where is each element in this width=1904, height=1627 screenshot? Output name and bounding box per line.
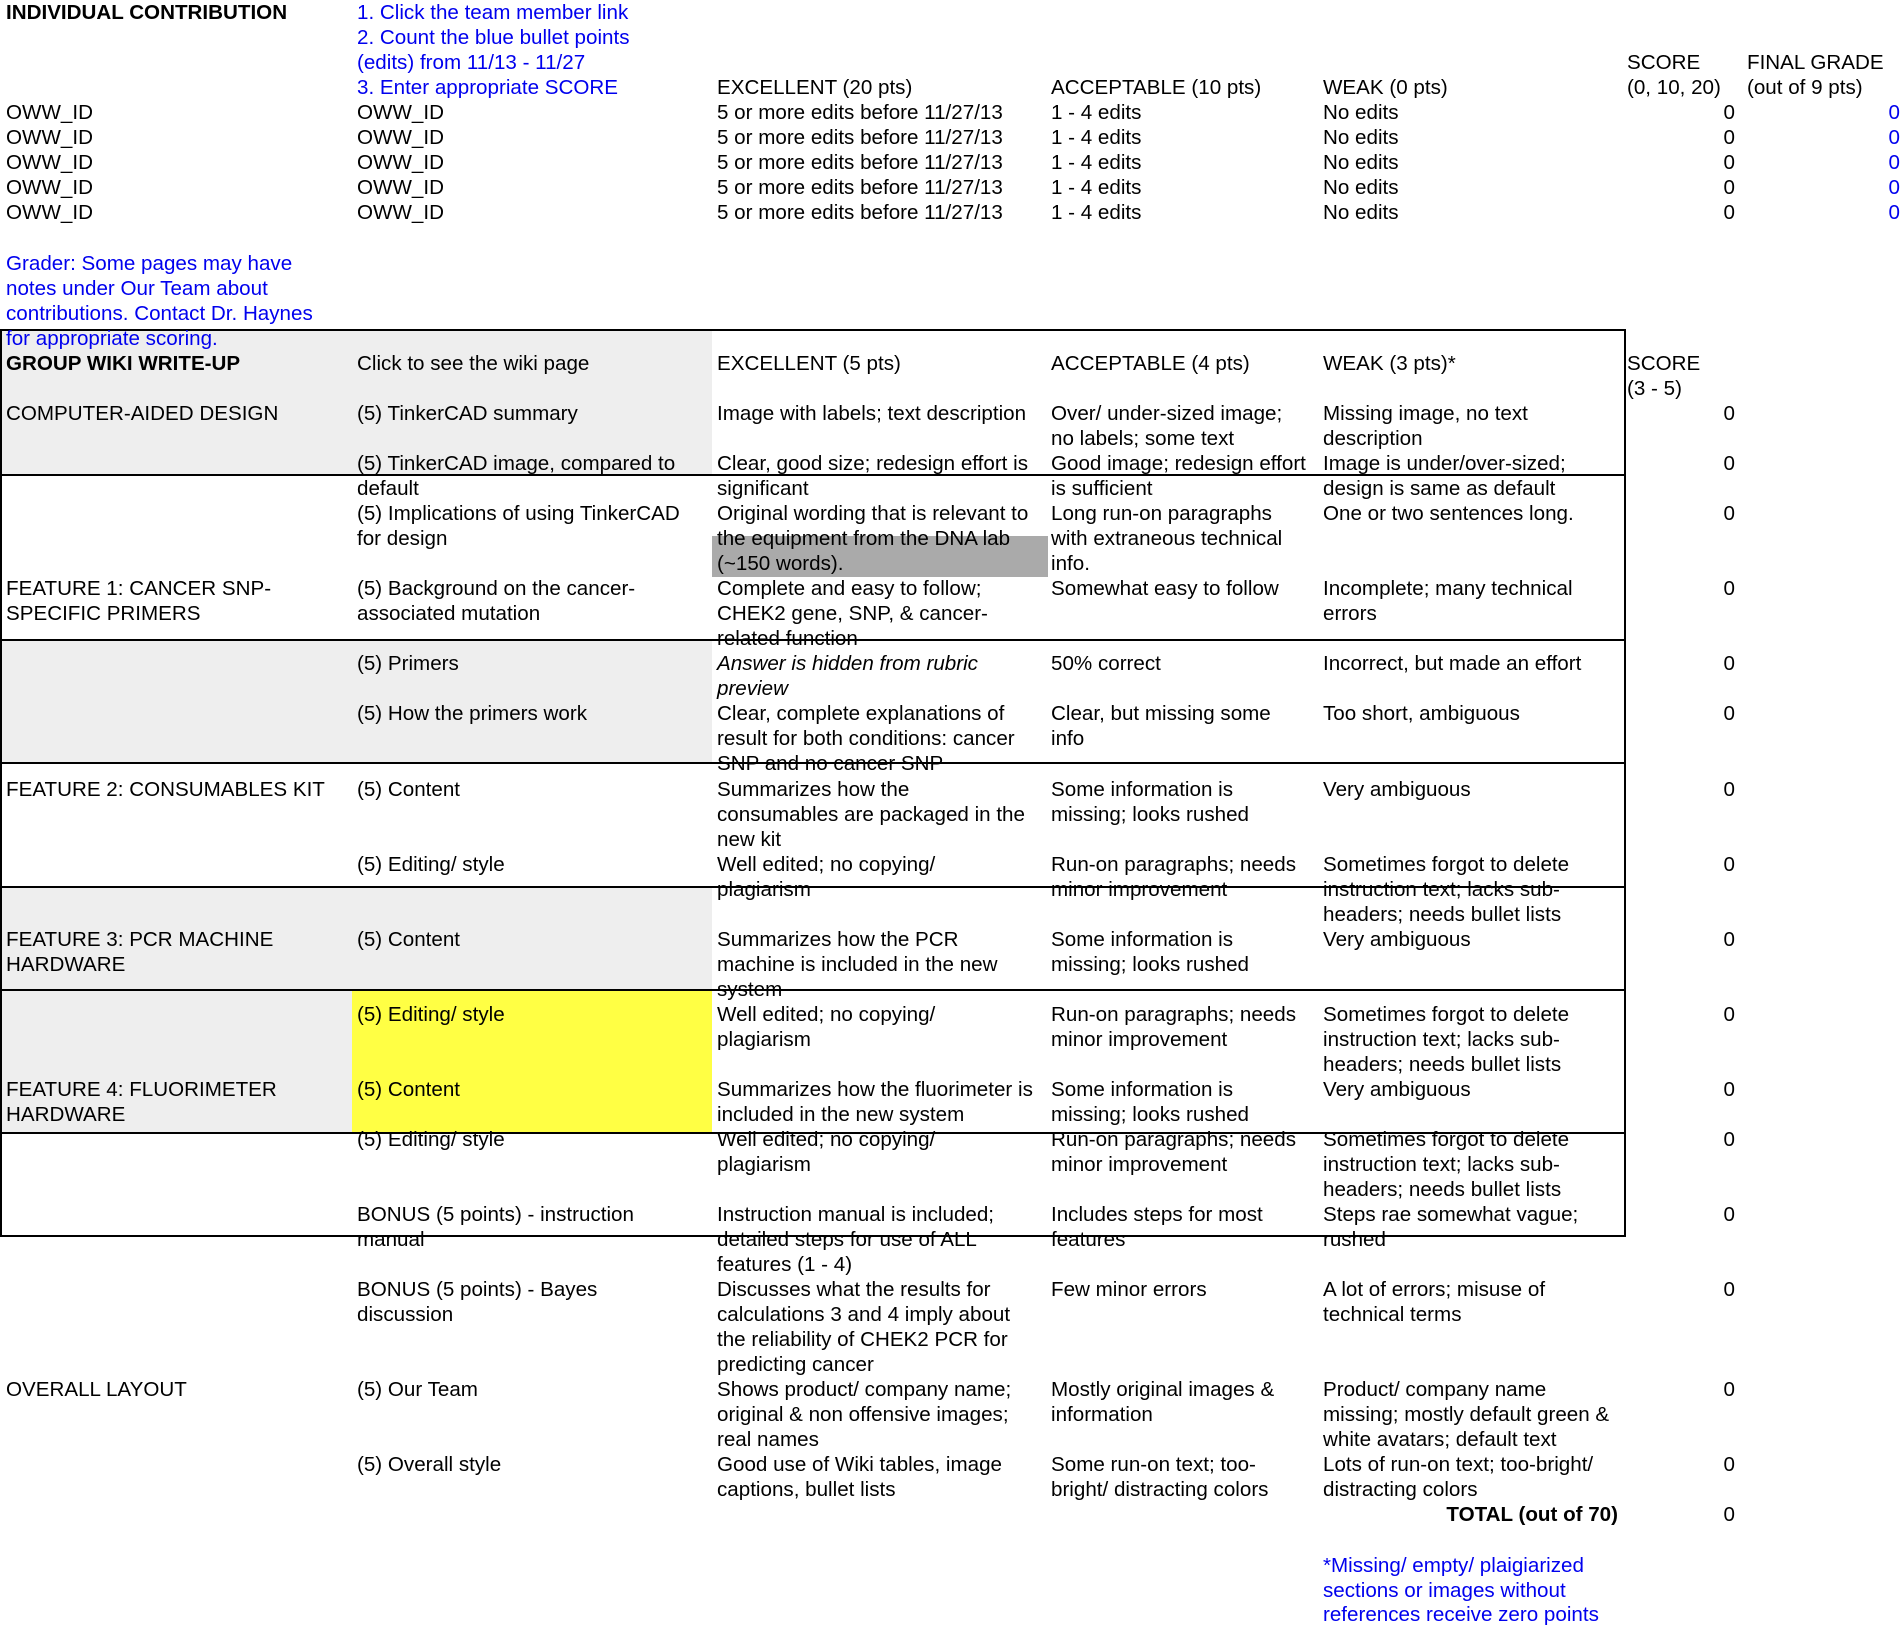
acceptable-text: Somewhat easy to follow xyxy=(1051,577,1279,600)
excellent-text: Complete and easy to follow; xyxy=(717,577,982,600)
excellent-text: Shows product/ company name; xyxy=(717,1378,1012,1401)
criterion-text[interactable]: (5) Implications of using TinkerCAD xyxy=(357,502,680,525)
score-cell[interactable]: 0 xyxy=(1723,853,1735,876)
group-header-acceptable: ACCEPTABLE (4 pts) xyxy=(1051,352,1250,375)
excellent-text: CHEK2 gene, SNP, & cancer- xyxy=(717,602,988,625)
acceptable-text: Few minor errors xyxy=(1051,1278,1207,1301)
score-cell[interactable]: 0 xyxy=(1723,402,1735,425)
excellent-text: captions, bullet lists xyxy=(717,1478,896,1501)
final-grade-cell: 0 xyxy=(1888,126,1900,149)
excellent-text: plagiarism xyxy=(717,1028,811,1051)
acceptable-text: Over/ under-sized image; xyxy=(1051,402,1283,425)
score-cell[interactable]: 0 xyxy=(1723,778,1735,801)
section-label-feature3: FEATURE 3: PCR MACHINE xyxy=(6,928,274,951)
criterion-text[interactable]: (5) Overall style xyxy=(357,1453,502,1476)
excellent-text: plagiarism xyxy=(717,878,811,901)
excellent-text: Clear, complete explanations of xyxy=(717,702,1005,725)
weak-text: Very ambiguous xyxy=(1323,1078,1471,1101)
acceptable-text: minor improvement xyxy=(1051,1153,1228,1176)
section-label-feature4: HARDWARE xyxy=(6,1103,126,1126)
weak-text: Too short, ambiguous xyxy=(1323,702,1520,725)
criterion-text[interactable]: (5) Background on the cancer- xyxy=(357,577,636,600)
weak-text: Steps rae somewhat vague; xyxy=(1323,1203,1579,1226)
score-cell[interactable]: 0 xyxy=(1723,1203,1735,1226)
weak-text: missing; mostly default green & xyxy=(1323,1403,1610,1426)
acceptable-text: bright/ distracting colors xyxy=(1051,1478,1269,1501)
header-score-range: (0, 10, 20) xyxy=(1627,76,1721,99)
instruction-line: 1. Click the team member link xyxy=(357,1,629,24)
score-cell[interactable]: 0 xyxy=(1723,176,1735,199)
weak-text: Product/ company name xyxy=(1323,1378,1547,1401)
acceptable-text: no labels; some text xyxy=(1051,427,1235,450)
weak-text: distracting colors xyxy=(1323,1478,1478,1501)
acceptable-text: missing; looks rushed xyxy=(1051,803,1250,826)
weak-text: errors xyxy=(1323,602,1377,625)
header-score: SCORE xyxy=(1627,51,1701,74)
criterion-text[interactable]: (5) TinkerCAD summary xyxy=(357,402,578,425)
weak-text: Very ambiguous xyxy=(1323,778,1471,801)
excellent-text: predicting cancer xyxy=(717,1353,874,1376)
excellent-text: features (1 - 4) xyxy=(717,1253,853,1276)
grader-note-line: Grader: Some pages may have xyxy=(6,252,293,275)
excellent-text: system xyxy=(717,978,783,1001)
section-label-feature3: HARDWARE xyxy=(6,953,126,976)
excellent-text: Discusses what the results for xyxy=(717,1278,991,1301)
criterion-text[interactable]: (5) Our Team xyxy=(357,1378,478,1401)
excellent-text: 5 or more edits before 11/27/13 xyxy=(717,101,1003,124)
criterion-text[interactable]: manual xyxy=(357,1228,425,1251)
final-grade-cell: 0 xyxy=(1888,101,1900,124)
header-final-grade-range: (out of 9 pts) xyxy=(1747,76,1863,99)
member-link[interactable]: OWW_ID xyxy=(357,101,444,124)
header-excellent: EXCELLENT (20 pts) xyxy=(717,76,913,99)
acceptable-text: Run-on paragraphs; needs xyxy=(1051,853,1297,876)
excellent-text: 5 or more edits before 11/27/13 xyxy=(717,151,1003,174)
excellent-text: Well edited; no copying/ xyxy=(717,853,936,876)
score-cell[interactable]: 0 xyxy=(1723,577,1735,600)
weak-text: headers; needs bullet lists xyxy=(1323,1178,1562,1201)
weak-text: design is same as default xyxy=(1323,477,1556,500)
excellent-text: Summarizes how the fluorimeter is xyxy=(717,1078,1033,1101)
weak-text: Incorrect, but made an effort xyxy=(1323,652,1582,675)
acceptable-text: Mostly original images & xyxy=(1051,1378,1275,1401)
acceptable-text: missing; looks rushed xyxy=(1051,1103,1250,1126)
weak-text: Sometimes forgot to delete xyxy=(1323,853,1570,876)
excellent-text: plagiarism xyxy=(717,1153,811,1176)
criterion-text[interactable]: for design xyxy=(357,527,448,550)
weak-text: Lots of run-on text; too-bright/ xyxy=(1323,1453,1594,1476)
criterion-text[interactable]: (5) Content xyxy=(357,778,461,801)
member-link[interactable]: OWW_ID xyxy=(357,201,444,224)
score-cell[interactable]: 0 xyxy=(1723,452,1735,475)
weak-text: instruction text; lacks sub- xyxy=(1323,878,1560,901)
weak-text: instruction text; lacks sub- xyxy=(1323,1153,1560,1176)
score-cell[interactable]: 0 xyxy=(1723,126,1735,149)
acceptable-text: is sufficient xyxy=(1051,477,1153,500)
weak-text: description xyxy=(1323,427,1423,450)
section-label-feature1: FEATURE 1: CANCER SNP- xyxy=(6,577,272,600)
criterion-text[interactable]: discussion xyxy=(357,1303,454,1326)
acceptable-text: Clear, but missing some xyxy=(1051,702,1271,725)
excellent-text: Image with labels; text description xyxy=(717,402,1027,425)
score-cell[interactable]: 0 xyxy=(1723,101,1735,124)
instruction-line: 2. Count the blue bullet points xyxy=(357,26,630,49)
excellent-text: Instruction manual is included; xyxy=(717,1203,995,1226)
criterion-text[interactable]: BONUS (5 points) - instruction xyxy=(357,1203,634,1226)
member-id: OWW_ID xyxy=(6,126,93,149)
section-label-feature2: FEATURE 2: CONSUMABLES KIT xyxy=(6,778,325,801)
individual-heading: INDIVIDUAL CONTRIBUTION xyxy=(6,1,288,24)
header-weak: WEAK (0 pts) xyxy=(1323,76,1448,99)
acceptable-text: with extraneous technical xyxy=(1051,527,1283,550)
instruction-line: (edits) from 11/13 - 11/27 xyxy=(357,51,586,74)
criterion-text[interactable]: (5) Primers xyxy=(357,652,459,675)
footnote-line: references receive zero points xyxy=(1323,1603,1599,1626)
section-label-feature4: FEATURE 4: FLUORIMETER xyxy=(6,1078,277,1101)
weak-text: Sometimes forgot to delete xyxy=(1323,1003,1570,1026)
member-id: OWW_ID xyxy=(6,201,93,224)
acceptable-text: Run-on paragraphs; needs xyxy=(1051,1128,1297,1151)
score-cell[interactable]: 0 xyxy=(1723,1378,1735,1401)
excellent-text: Well edited; no copying/ xyxy=(717,1128,936,1151)
member-link[interactable]: OWW_ID xyxy=(357,126,444,149)
section-label-cad: COMPUTER-AIDED DESIGN xyxy=(6,402,279,425)
acceptable-text: 1 - 4 edits xyxy=(1051,176,1142,199)
excellent-text: Summarizes how the PCR xyxy=(717,928,959,951)
section-label-layout: OVERALL LAYOUT xyxy=(6,1378,187,1401)
excellent-text: 5 or more edits before 11/27/13 xyxy=(717,126,1003,149)
member-link[interactable]: OWW_ID xyxy=(357,151,444,174)
hidden-answer-text: Answer is hidden from rubric xyxy=(717,652,978,675)
group-header-link: Click to see the wiki page xyxy=(357,352,590,375)
weak-text: Very ambiguous xyxy=(1323,928,1471,951)
section-label-feature1: SPECIFIC PRIMERS xyxy=(6,602,201,625)
hidden-answer-text: preview xyxy=(717,677,788,700)
weak-text: headers; needs bullet lists xyxy=(1323,1053,1562,1076)
header-final-grade: FINAL GRADE xyxy=(1747,51,1884,74)
criterion-text[interactable]: (5) Editing/ style xyxy=(357,1003,505,1026)
member-id: OWW_ID xyxy=(6,176,93,199)
excellent-text: related function xyxy=(717,627,858,650)
acceptable-text: Includes steps for most xyxy=(1051,1203,1263,1226)
excellent-text: Clear, good size; redesign effort is xyxy=(717,452,1028,475)
acceptable-text: Long run-on paragraphs xyxy=(1051,502,1272,525)
excellent-text: significant xyxy=(717,477,809,500)
acceptable-text: 50% correct xyxy=(1051,652,1161,675)
excellent-text: calculations 3 and 4 imply about xyxy=(717,1303,1011,1326)
total-value: 0 xyxy=(1723,1503,1735,1526)
excellent-text: Original wording that is relevant to xyxy=(717,502,1029,525)
acceptable-text: info xyxy=(1051,727,1085,750)
score-cell[interactable]: 0 xyxy=(1723,1453,1735,1476)
acceptable-text: Good image; redesign effort xyxy=(1051,452,1306,475)
instruction-line: 3. Enter appropriate SCORE xyxy=(357,76,618,99)
member-id: OWW_ID xyxy=(6,151,93,174)
acceptable-text: Some information is xyxy=(1051,778,1233,801)
excellent-text: included in the new system xyxy=(717,1103,965,1126)
criterion-text[interactable]: default xyxy=(357,477,419,500)
excellent-text: SNP and no cancer SNP xyxy=(717,752,944,775)
weak-text: technical terms xyxy=(1323,1303,1462,1326)
footnote-line: sections or images without xyxy=(1323,1579,1566,1602)
grader-note-line: for appropriate scoring. xyxy=(6,327,218,350)
weak-text: No edits xyxy=(1323,101,1399,124)
excellent-text: the equipment from the DNA lab xyxy=(717,527,1011,550)
weak-text: Image is under/over-sized; xyxy=(1323,452,1566,475)
acceptable-text: Run-on paragraphs; needs xyxy=(1051,1003,1297,1026)
acceptable-text: missing; looks rushed xyxy=(1051,953,1250,976)
score-cell[interactable]: 0 xyxy=(1723,652,1735,675)
group-heading: GROUP WIKI WRITE-UP xyxy=(6,352,241,375)
acceptable-text: 1 - 4 edits xyxy=(1051,151,1142,174)
weak-text: Missing image, no text xyxy=(1323,402,1528,425)
criterion-text[interactable]: BONUS (5 points) - Bayes xyxy=(357,1278,598,1301)
acceptable-text: Some information is xyxy=(1051,1078,1233,1101)
header-acceptable: ACCEPTABLE (10 pts) xyxy=(1051,76,1262,99)
grader-note-line: notes under Our Team about xyxy=(6,277,268,300)
weak-text: One or two sentences long. xyxy=(1323,502,1574,525)
group-header-score: SCORE xyxy=(1627,352,1701,375)
excellent-text: Well edited; no copying/ xyxy=(717,1003,936,1026)
excellent-text: 5 or more edits before 11/27/13 xyxy=(717,176,1003,199)
grader-note-line: contributions. Contact Dr. Haynes xyxy=(6,302,313,325)
acceptable-text: minor improvement xyxy=(1051,878,1228,901)
weak-text: white avatars; default text xyxy=(1323,1428,1557,1451)
acceptable-text: Some run-on text; too- xyxy=(1051,1453,1256,1476)
score-cell[interactable]: 0 xyxy=(1723,201,1735,224)
member-id: OWW_ID xyxy=(6,101,93,124)
excellent-text: result for both conditions: cancer xyxy=(717,727,1015,750)
excellent-text: original & non offensive images; xyxy=(717,1403,1009,1426)
group-header-weak: WEAK (3 pts)* xyxy=(1323,352,1456,375)
acceptable-text: information xyxy=(1051,1403,1153,1426)
excellent-text: machine is included in the new xyxy=(717,953,998,976)
final-grade-cell: 0 xyxy=(1888,151,1900,174)
member-link[interactable]: OWW_ID xyxy=(357,176,444,199)
weak-text: No edits xyxy=(1323,126,1399,149)
criterion-text[interactable]: (5) Content xyxy=(357,1078,461,1101)
excellent-text: Good use of Wiki tables, image xyxy=(717,1453,1003,1476)
criterion-text[interactable]: associated mutation xyxy=(357,602,541,625)
criterion-text[interactable]: (5) TinkerCAD image, compared to xyxy=(357,452,676,475)
weak-text: No edits xyxy=(1323,176,1399,199)
criterion-text[interactable]: (5) Editing/ style xyxy=(357,853,505,876)
excellent-text: the reliability of CHEK2 PCR for xyxy=(717,1328,1008,1351)
footnote-line: *Missing/ empty/ plaigiarized xyxy=(1323,1554,1584,1577)
weak-text: Sometimes forgot to delete xyxy=(1323,1128,1570,1151)
criterion-text[interactable]: (5) Content xyxy=(357,928,461,951)
acceptable-text: info. xyxy=(1051,552,1090,575)
excellent-text: new kit xyxy=(717,828,782,851)
score-cell[interactable]: 0 xyxy=(1723,1078,1735,1101)
score-cell[interactable]: 0 xyxy=(1723,928,1735,951)
score-cell[interactable]: 0 xyxy=(1723,702,1735,725)
excellent-text: real names xyxy=(717,1428,819,1451)
weak-text: headers; needs bullet lists xyxy=(1323,903,1562,926)
excellent-text: (~150 words). xyxy=(717,552,844,575)
weak-text: Incomplete; many technical xyxy=(1323,577,1573,600)
acceptable-text: 1 - 4 edits xyxy=(1051,201,1142,224)
weak-text: rushed xyxy=(1323,1228,1386,1251)
criterion-text[interactable]: (5) How the primers work xyxy=(357,702,588,725)
acceptable-text: Some information is xyxy=(1051,928,1233,951)
final-grade-cell: 0 xyxy=(1888,176,1900,199)
weak-text: A lot of errors; misuse of xyxy=(1323,1278,1546,1301)
group-header-score-range: (3 - 5) xyxy=(1627,377,1682,400)
excellent-text: 5 or more edits before 11/27/13 xyxy=(717,201,1003,224)
weak-text: instruction text; lacks sub- xyxy=(1323,1028,1560,1051)
acceptable-text: 1 - 4 edits xyxy=(1051,101,1142,124)
excellent-text: detailed steps for use of ALL xyxy=(717,1228,977,1251)
excellent-text: consumables are packaged in the xyxy=(717,803,1025,826)
acceptable-text: 1 - 4 edits xyxy=(1051,126,1142,149)
group-header-excellent: EXCELLENT (5 pts) xyxy=(717,352,901,375)
weak-text: No edits xyxy=(1323,201,1399,224)
score-cell[interactable]: 0 xyxy=(1723,1128,1735,1151)
weak-text: No edits xyxy=(1323,151,1399,174)
acceptable-text: minor improvement xyxy=(1051,1028,1228,1051)
excellent-text: Summarizes how the xyxy=(717,778,910,801)
criterion-text[interactable]: (5) Editing/ style xyxy=(357,1128,505,1151)
final-grade-cell: 0 xyxy=(1888,201,1900,224)
score-cell[interactable]: 0 xyxy=(1723,502,1735,525)
score-cell[interactable]: 0 xyxy=(1723,151,1735,174)
score-cell[interactable]: 0 xyxy=(1723,1278,1735,1301)
total-label: TOTAL (out of 70) xyxy=(1446,1503,1618,1526)
acceptable-text: features xyxy=(1051,1228,1126,1251)
score-cell[interactable]: 0 xyxy=(1723,1003,1735,1026)
